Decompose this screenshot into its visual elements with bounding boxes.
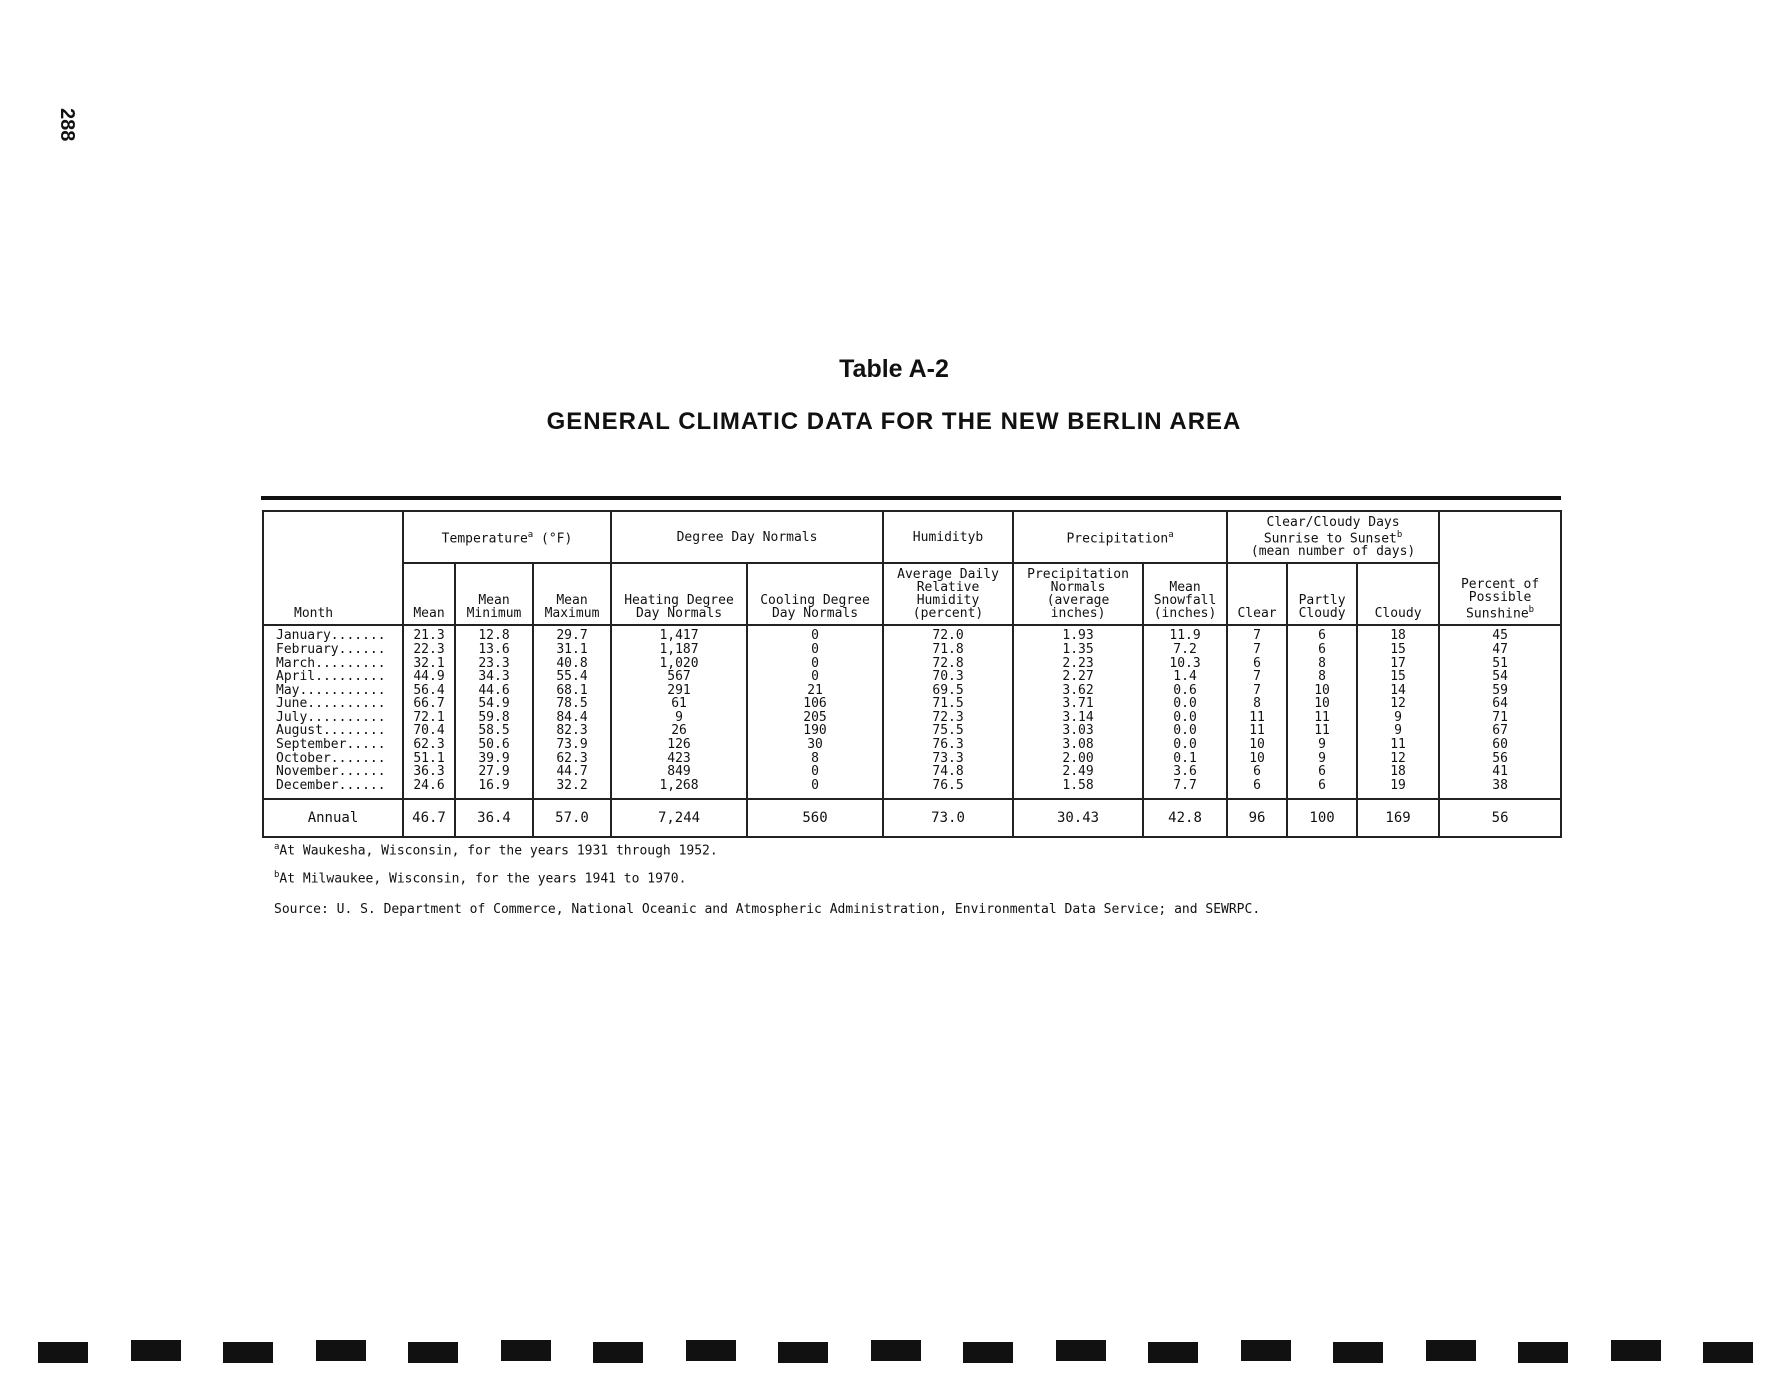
cell-value: 75.5	[932, 723, 964, 739]
registration-mark	[38, 1342, 88, 1363]
footnote-a: $^a$At Waukesha, Wisconsin, for the years 1931 through 1952.	[274, 842, 718, 859]
cell-value: 12	[1390, 696, 1406, 712]
cell-value: 71.8	[932, 641, 964, 657]
cell-value: 6	[1253, 777, 1261, 793]
cell-value: November......	[276, 764, 386, 780]
cell-value: 7.2	[1173, 641, 1197, 657]
cell-value: 10.3	[1169, 655, 1201, 671]
cell-value: 1,187	[659, 641, 699, 657]
cell-value: 11.9	[1169, 628, 1201, 644]
cell-value: 10	[1314, 696, 1330, 712]
cell-value: 8	[1253, 696, 1261, 712]
registration-mark	[963, 1342, 1013, 1363]
cell-value: 12.8	[478, 628, 510, 644]
cell-value: 32.1	[413, 655, 445, 671]
registration-mark	[131, 1340, 181, 1361]
cell-value: 0	[811, 655, 819, 671]
cell-value: 54.9	[478, 696, 510, 712]
cell-value: 76.5	[932, 777, 964, 793]
cell-value: 3.14	[1062, 709, 1094, 725]
cell-value: 68.1	[556, 682, 588, 698]
precip-header: Precipitation Normals (average inches)	[1013, 563, 1143, 625]
cell-value: February......	[276, 641, 386, 657]
cell-value: 1.58	[1062, 777, 1094, 793]
cell-value: 9	[1394, 723, 1402, 739]
cell-value: 2.27	[1062, 669, 1094, 685]
cell-value: 82.3	[556, 723, 588, 739]
cell-value: 26	[671, 723, 687, 739]
annual-cloudy: 169	[1357, 799, 1439, 837]
mean-max-header: Mean Maximum	[533, 563, 611, 625]
cell-value: 50.6	[478, 737, 510, 753]
cell-value: 1,417	[659, 628, 699, 644]
cell-value: 70.3	[932, 669, 964, 685]
cell-value: 76.3	[932, 737, 964, 753]
cell-value: 423	[667, 750, 691, 766]
cell-value: 56.4	[413, 682, 445, 698]
cell-value: 55.4	[556, 669, 588, 685]
cell-value: January.......	[276, 628, 386, 644]
cell-value: 16.9	[478, 777, 510, 793]
cell-value: 17	[1390, 655, 1406, 671]
cell-value: 849	[667, 764, 691, 780]
partly-header: Partly Cloudy	[1287, 563, 1357, 625]
cell-value: 3.71	[1062, 696, 1094, 712]
cell-value: 59.8	[478, 709, 510, 725]
cell-value: 2.23	[1062, 655, 1094, 671]
cell-value: 1.93	[1062, 628, 1094, 644]
table-title: Table A-2	[839, 355, 949, 383]
cell-value: 24.6	[413, 777, 445, 793]
annual-sunshine: 56	[1439, 799, 1561, 837]
mean-max-column	[533, 625, 611, 799]
cell-value: 66.7	[413, 696, 445, 712]
cell-value: 56	[1492, 750, 1508, 766]
cell-value: July..........	[276, 709, 386, 725]
cell-value: 1,268	[659, 777, 699, 793]
cell-value: June..........	[276, 696, 386, 712]
sunshine-column	[1439, 625, 1561, 799]
cell-value: 73.9	[556, 737, 588, 753]
annual-partly: 100	[1287, 799, 1357, 837]
cell-value: 72.1	[413, 709, 445, 725]
cell-value: 9	[1318, 750, 1326, 766]
mean-header: Mean	[403, 563, 455, 625]
cell-value: 11	[1314, 723, 1330, 739]
cell-value: 27.9	[478, 764, 510, 780]
cell-value: 51.1	[413, 750, 445, 766]
cell-value: 19	[1390, 777, 1406, 793]
cell-value: 21.3	[413, 628, 445, 644]
cell-value: 72.0	[932, 628, 964, 644]
cell-value: 2.00	[1062, 750, 1094, 766]
cell-value: 15	[1390, 641, 1406, 657]
scan-registration-marks	[0, 1340, 1788, 1370]
cell-value: 205	[803, 709, 827, 725]
cell-value: 29.7	[556, 628, 588, 644]
cell-value: 10	[1314, 682, 1330, 698]
cell-value: 14	[1390, 682, 1406, 698]
cell-value: 1.35	[1062, 641, 1094, 657]
cell-value: 1.4	[1173, 669, 1197, 685]
cell-value: 72.8	[932, 655, 964, 671]
clear-column	[1227, 625, 1287, 799]
partly-column	[1287, 625, 1357, 799]
mean-column	[403, 625, 455, 799]
cell-value: 10	[1249, 737, 1265, 753]
cell-value: 47	[1492, 641, 1508, 657]
cell-value: 6	[1318, 764, 1326, 780]
cell-value: 62.3	[413, 737, 445, 753]
cell-value: 3.03	[1062, 723, 1094, 739]
clear-header: Clear	[1227, 563, 1287, 625]
annual-heating: 7,244	[611, 799, 747, 837]
source-note: Source: U. S. Department of Commerce, National Oceanic and Atmospheric Administration, Environmental Data Service; and SEWRPC.	[274, 902, 1261, 917]
registration-mark	[1426, 1340, 1476, 1361]
sunshine-header: Percent of Possible Sunshine$^b$	[1439, 511, 1561, 625]
cell-value: 1,020	[659, 655, 699, 671]
cell-value: 22.3	[413, 641, 445, 657]
registration-mark	[1056, 1340, 1106, 1361]
registration-mark	[1333, 1342, 1383, 1363]
cell-value: 34.3	[478, 669, 510, 685]
annual-cooling: 560	[747, 799, 883, 837]
cell-value: 72.3	[932, 709, 964, 725]
cell-value: 10	[1249, 750, 1265, 766]
cell-value: 39.9	[478, 750, 510, 766]
cell-value: 51	[1492, 655, 1508, 671]
cell-value: 6	[1253, 655, 1261, 671]
cell-value: 11	[1249, 709, 1265, 725]
cell-value: 0	[811, 641, 819, 657]
annual-mean: 46.7	[403, 799, 455, 837]
cell-value: 2.49	[1062, 764, 1094, 780]
precipitation-group-header: Precipitation$^a$	[1013, 511, 1227, 563]
cell-value: 18	[1390, 764, 1406, 780]
registration-mark	[408, 1342, 458, 1363]
cell-value: 106	[803, 696, 827, 712]
cell-value: October.......	[276, 750, 386, 766]
cell-value: March.........	[276, 655, 386, 671]
cooling-column	[747, 625, 883, 799]
cell-value: 21	[807, 682, 823, 698]
cooling-header: Cooling Degree Day Normals	[747, 563, 883, 625]
cell-value: 126	[667, 737, 691, 753]
annual-humidity: 73.0	[883, 799, 1013, 837]
cell-value: 0	[811, 764, 819, 780]
cell-value: 0.0	[1173, 709, 1197, 725]
cell-value: 36.3	[413, 764, 445, 780]
cell-value: 58.5	[478, 723, 510, 739]
degree-day-group-header: Degree Day Normals	[611, 511, 883, 563]
month-header: Month	[263, 511, 403, 625]
cell-value: 6	[1318, 777, 1326, 793]
registration-mark	[778, 1342, 828, 1363]
cell-value: 60	[1492, 737, 1508, 753]
cell-value: 41	[1492, 764, 1508, 780]
cell-value: 9	[1318, 737, 1326, 753]
cell-value: 3.62	[1062, 682, 1094, 698]
cell-value: 0.0	[1173, 696, 1197, 712]
registration-mark	[1241, 1340, 1291, 1361]
cell-value: 84.4	[556, 709, 588, 725]
cell-value: 64	[1492, 696, 1508, 712]
monthly-data-row	[263, 625, 1561, 799]
cell-value: 7.7	[1173, 777, 1197, 793]
annual-row	[263, 799, 1561, 837]
cell-value: 11	[1249, 723, 1265, 739]
cell-value: May...........	[276, 682, 386, 698]
registration-mark	[1148, 1342, 1198, 1363]
cell-value: 18	[1390, 628, 1406, 644]
temperature-group-header: Temperature$^a$ (°F)	[403, 511, 611, 563]
cell-value: 0	[811, 777, 819, 793]
cell-value: April.........	[276, 669, 386, 685]
mean-min-header: Mean Minimum	[455, 563, 533, 625]
cell-value: 73.3	[932, 750, 964, 766]
cell-value: 6	[1318, 641, 1326, 657]
registration-mark	[871, 1340, 921, 1361]
table-subtitle: GENERAL CLIMATIC DATA FOR THE NEW BERLIN AREA	[546, 408, 1242, 435]
cell-value: 70.4	[413, 723, 445, 739]
humidity-header: Average Daily Relative Humidity (percent)	[883, 563, 1013, 625]
cell-value: 3.08	[1062, 737, 1094, 753]
mean-min-column	[455, 625, 533, 799]
column-header-row	[263, 563, 1561, 625]
cell-value: 8	[1318, 669, 1326, 685]
cell-value: 291	[667, 682, 691, 698]
cell-value: 62.3	[556, 750, 588, 766]
registration-mark	[1518, 1342, 1568, 1363]
cell-value: 0.0	[1173, 723, 1197, 739]
cell-value: 0.1	[1173, 750, 1197, 766]
footnote-b: $^b$At Milwaukee, Wisconsin, for the years 1941 to 1970.	[274, 870, 687, 887]
clear-cloudy-group-header: Clear/Cloudy Days Sunrise to Sunset$^b$ (mean number of days)	[1227, 511, 1439, 563]
cell-value: 190	[803, 723, 827, 739]
cell-value: 59	[1492, 682, 1508, 698]
cell-value: 67	[1492, 723, 1508, 739]
cell-value: 7	[1253, 669, 1261, 685]
registration-mark	[223, 1342, 273, 1363]
cell-value: September.....	[276, 737, 386, 753]
cell-value: 6	[1318, 628, 1326, 644]
cell-value: 0	[811, 669, 819, 685]
humidity-column	[883, 625, 1013, 799]
registration-mark	[501, 1340, 551, 1361]
top-rule	[261, 496, 1561, 500]
cell-value: 7	[1253, 628, 1261, 644]
group-header-row	[263, 511, 1561, 563]
climate-table	[262, 510, 1562, 838]
cell-value: 44.7	[556, 764, 588, 780]
cell-value: 0.0	[1173, 737, 1197, 753]
cloudy-column	[1357, 625, 1439, 799]
registration-mark	[593, 1342, 643, 1363]
heating-header: Heating Degree Day Normals	[611, 563, 747, 625]
cell-value: 11	[1314, 709, 1330, 725]
snowfall-header: Mean Snowfall (inches)	[1143, 563, 1227, 625]
cell-value: 71.5	[932, 696, 964, 712]
cell-value: 32.2	[556, 777, 588, 793]
precip-column	[1013, 625, 1143, 799]
annual-label: Annual	[263, 799, 403, 837]
heating-column	[611, 625, 747, 799]
cell-value: 8	[1318, 655, 1326, 671]
cell-value: 23.3	[478, 655, 510, 671]
cell-value: 567	[667, 669, 691, 685]
registration-mark	[1703, 1342, 1753, 1363]
cell-value: 44.9	[413, 669, 445, 685]
cell-value: August........	[276, 723, 386, 739]
cell-value: 78.5	[556, 696, 588, 712]
registration-mark	[316, 1340, 366, 1361]
cell-value: 3.6	[1173, 764, 1197, 780]
cell-value: 69.5	[932, 682, 964, 698]
cell-value: 12	[1390, 750, 1406, 766]
cell-value: 40.8	[556, 655, 588, 671]
cell-value: 6	[1253, 764, 1261, 780]
cell-value: 31.1	[556, 641, 588, 657]
snowfall-column	[1143, 625, 1227, 799]
cell-value: 15	[1390, 669, 1406, 685]
humidity-group-header: Humidityb	[883, 511, 1013, 563]
cell-value: 0.6	[1173, 682, 1197, 698]
cell-value: 9	[1394, 709, 1402, 725]
cell-value: December......	[276, 777, 386, 793]
cell-value: 71	[1492, 709, 1508, 725]
annual-clear: 96	[1227, 799, 1287, 837]
cloudy-header: Cloudy	[1357, 563, 1439, 625]
month-list	[263, 625, 403, 799]
cell-value: 30	[807, 737, 823, 753]
registration-mark	[1611, 1340, 1661, 1361]
cell-value: 7	[1253, 682, 1261, 698]
cell-value: 11	[1390, 737, 1406, 753]
cell-value: 54	[1492, 669, 1508, 685]
cell-value: 0	[811, 628, 819, 644]
registration-mark	[686, 1340, 736, 1361]
cell-value: 9	[675, 709, 683, 725]
cell-value: 7	[1253, 641, 1261, 657]
annual-snowfall: 42.8	[1143, 799, 1227, 837]
cell-value: 44.6	[478, 682, 510, 698]
annual-mean-min: 36.4	[455, 799, 533, 837]
cell-value: 13.6	[478, 641, 510, 657]
page-number: 288	[56, 108, 78, 142]
cell-value: 8	[811, 750, 819, 766]
annual-precip: 30.43	[1013, 799, 1143, 837]
cell-value: 38	[1492, 777, 1508, 793]
cell-value: 74.8	[932, 764, 964, 780]
cell-value: 45	[1492, 628, 1508, 644]
annual-mean-max: 57.0	[533, 799, 611, 837]
cell-value: 61	[671, 696, 687, 712]
